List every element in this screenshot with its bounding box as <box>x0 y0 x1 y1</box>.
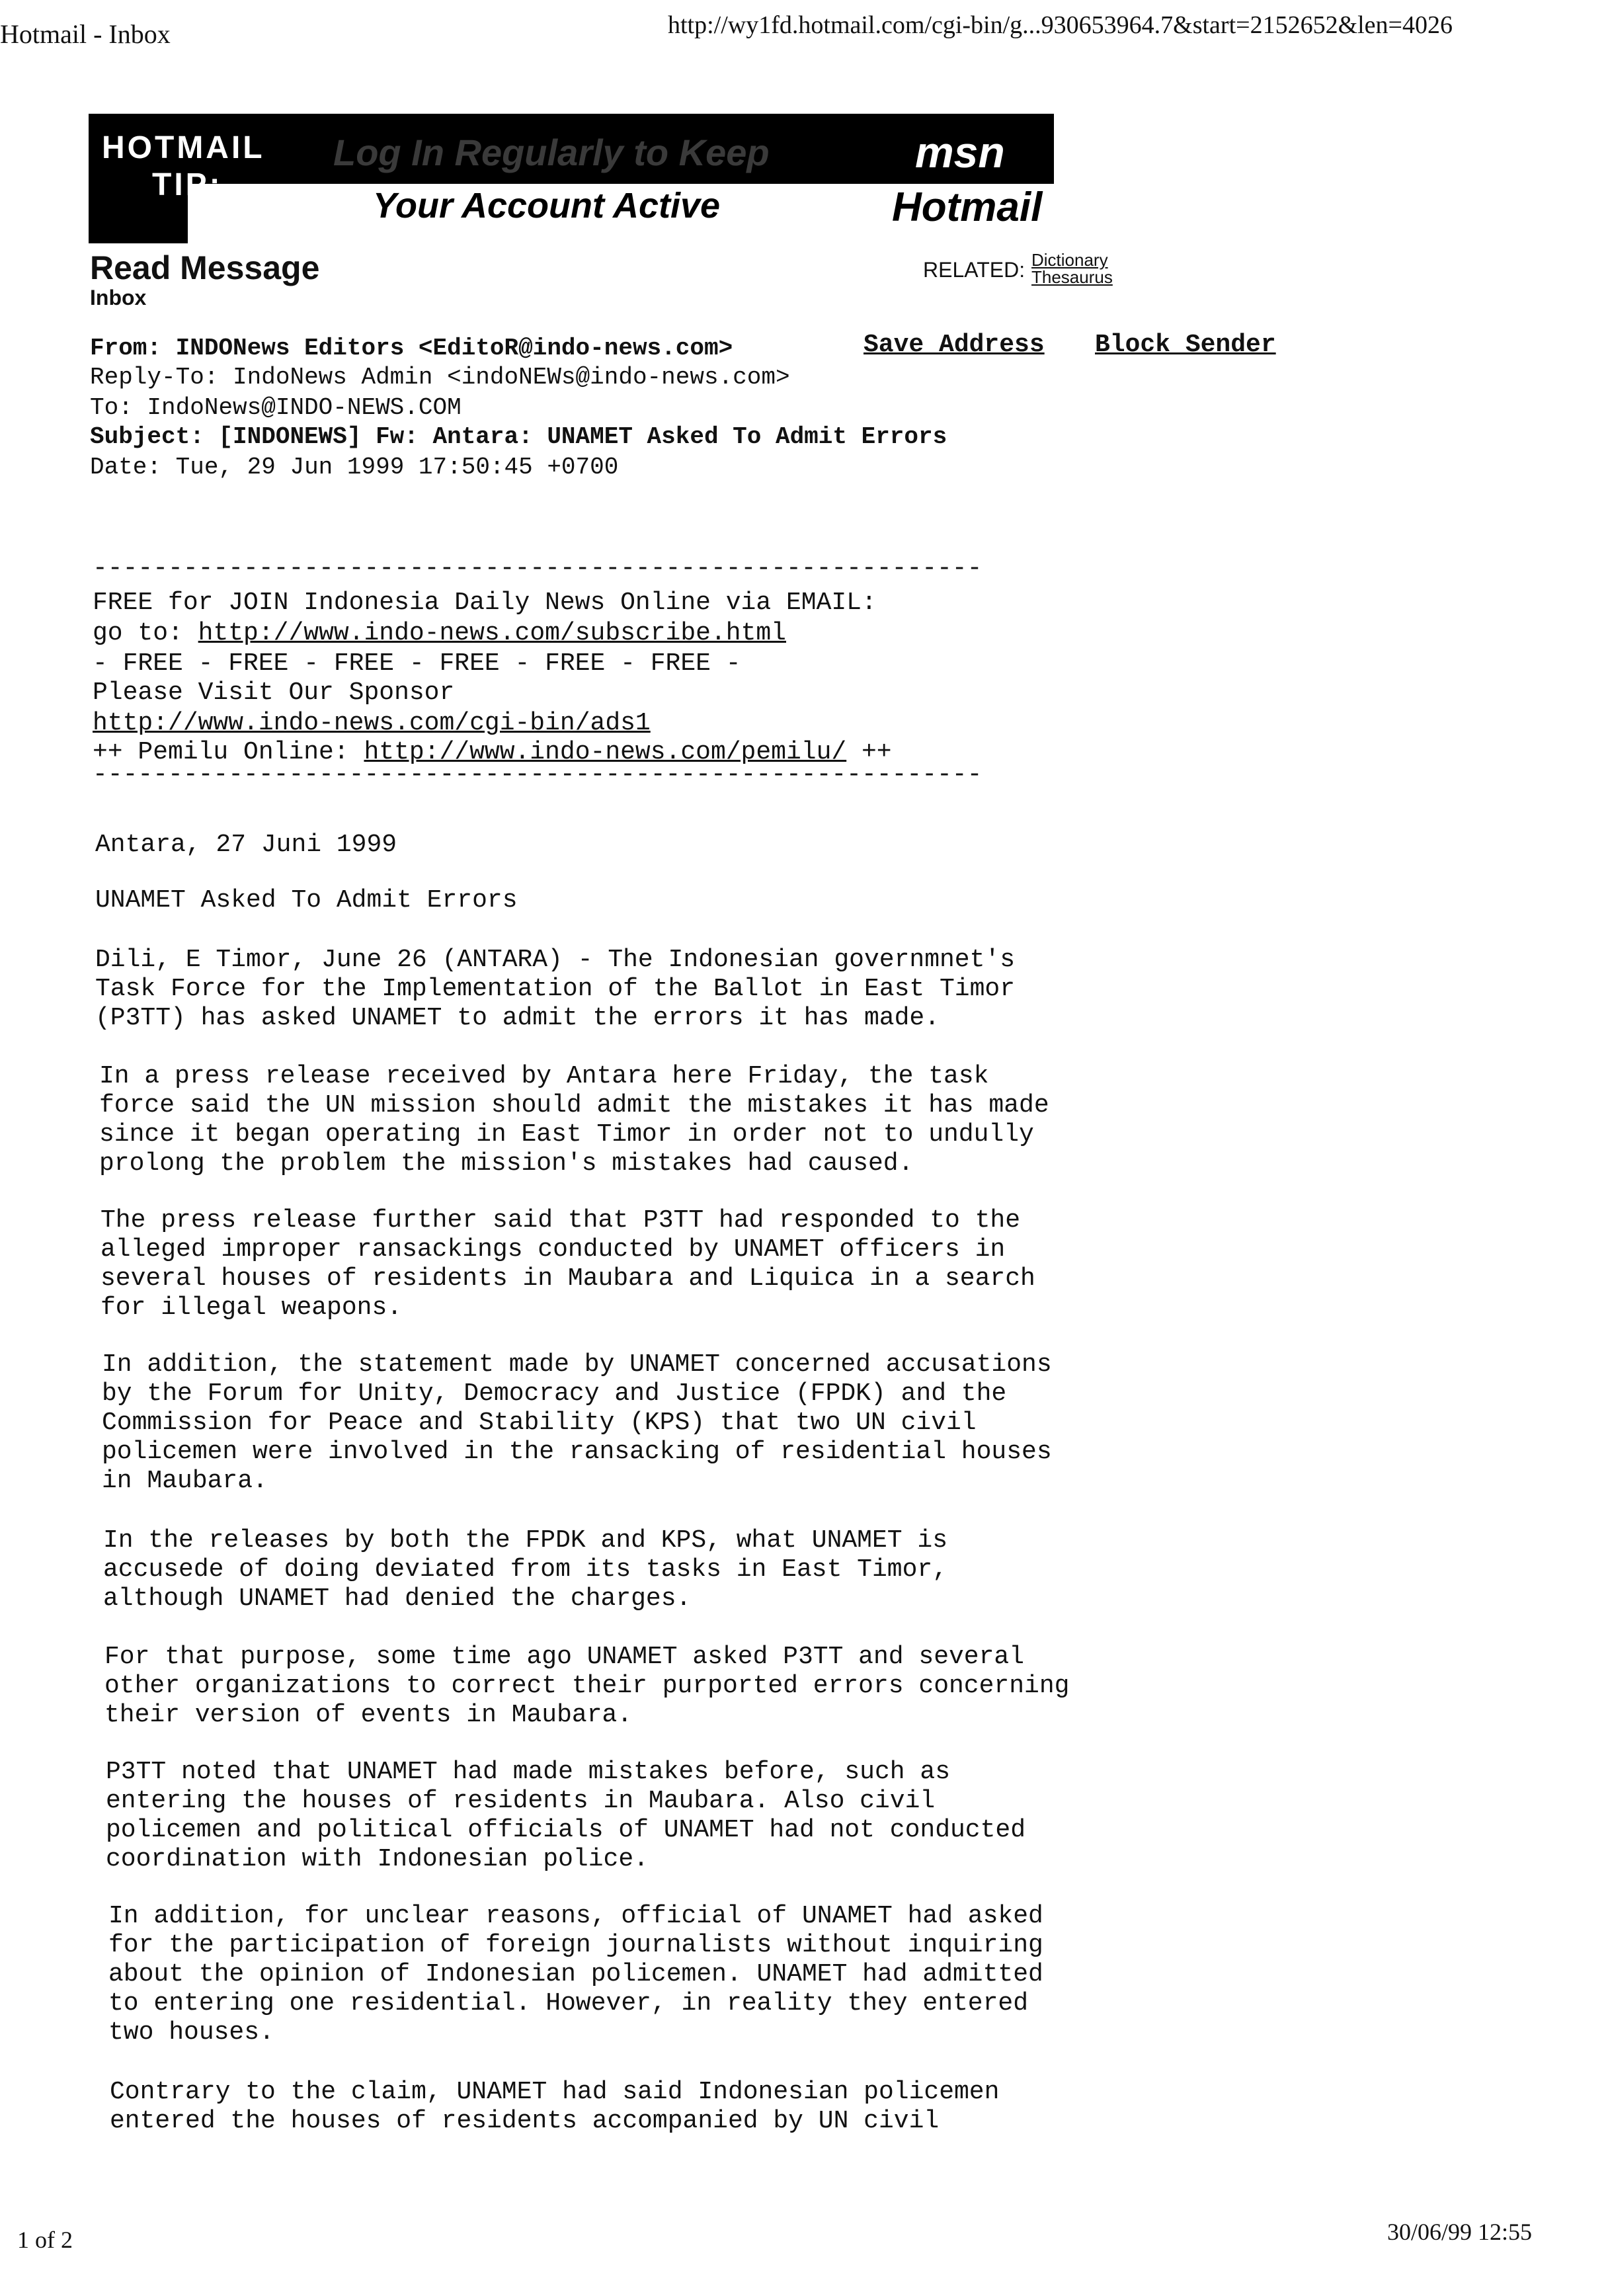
promo-line-2 <box>93 619 786 648</box>
subject-label: Subject: <box>90 423 204 450</box>
paragraph-line: in Maubara. <box>102 1467 268 1495</box>
article-paragraph <box>99 1062 1049 1178</box>
subscribe-link[interactable]: http://www.indo-news.com/subscribe.html <box>198 619 786 647</box>
related-label: RELATED: <box>923 258 1025 282</box>
paragraph-line: since it began operating in East Timor in order not to undully <box>99 1120 1034 1149</box>
paragraph-line: for the participation of foreign journalists without inquiring <box>108 1931 1043 1959</box>
paragraph-line: to entering one residential. However, in reality they entered <box>108 1989 1029 2018</box>
promo-line-1: FREE for JOIN Indonesia Daily News Online via EMAIL: <box>93 589 877 617</box>
msn-logo: msn <box>915 128 1005 177</box>
tip-label-line1: HOTMAIL <box>102 130 265 165</box>
paragraph-line: Contrary to the claim, UNAMET had said Indonesian policemen <box>110 2078 1000 2106</box>
folder-label: Inbox <box>90 286 147 309</box>
promo-separator-top: ----------------------------------------------------------- <box>93 554 983 583</box>
article-paragraph <box>102 1350 1052 1496</box>
paragraph-line: Commission for Peace and Stability (KPS) that two UN civil <box>102 1409 977 1437</box>
paragraph-line: In a press release received by Antara here Friday, the task <box>99 1062 989 1090</box>
dictionary-link[interactable]: Dictionary <box>1031 250 1108 270</box>
article-headline: UNAMET Asked To Admit Errors <box>95 886 518 915</box>
paragraph-line: other organizations to correct their purported errors concerning <box>104 1672 1070 1700</box>
print-page-title: Hotmail - Inbox <box>0 19 171 49</box>
pemilu-prefix: ++ Pemilu Online: <box>93 738 364 766</box>
article-paragraph <box>103 1526 947 1614</box>
page-title: Read Message <box>90 249 320 286</box>
paragraph-line: prolong the problem the mission's mistakes had caused. <box>99 1149 914 1178</box>
subject-header <box>90 423 947 450</box>
paragraph-line: about the opinion of Indonesian policemen. UNAMET had admitted <box>108 1960 1043 1988</box>
date-header <box>90 454 618 481</box>
tip-message-line2: Your Account Active <box>373 186 721 226</box>
print-url: http://wy1fd.hotmail.com/cgi-bin/g...930653964.7&start=2152652&len=4026 <box>668 11 1453 39</box>
to-header <box>90 394 462 421</box>
print-timestamp: 30/06/99 12:55 <box>1387 2219 1533 2245</box>
paragraph-line: by the Forum for Unity, Democracy and Justice (FPDK) and the <box>102 1379 1007 1408</box>
article-paragraph <box>106 1758 1025 1874</box>
date-label: Date: <box>90 454 162 481</box>
from-value: INDONews Editors <EditoR@indo-news.com> <box>175 335 733 362</box>
paragraph-line: their version of events in Maubara. <box>104 1701 633 1729</box>
promo-line-5 <box>93 709 651 738</box>
paragraph-line: In addition, the statement made by UNAMET concerned accusations <box>102 1350 1052 1379</box>
paragraph-line: In the releases by both the FPDK and KPS, what UNAMET is <box>103 1526 948 1555</box>
paragraph-line: Dili, E Timor, June 26 (ANTARA) - The Indonesian governmnet's <box>95 946 1016 974</box>
paragraph-line: P3TT noted that UNAMET had made mistakes before, such as <box>106 1758 951 1786</box>
paragraph-line: For that purpose, some time ago UNAMET asked P3TT and several <box>104 1643 1025 1671</box>
block-sender-button[interactable]: Block Sender <box>1095 331 1276 359</box>
paragraph-line: several houses of residents in Maubara and Liquica in a search <box>100 1264 1035 1293</box>
hotmail-tip-banner[interactable] <box>89 114 1054 243</box>
paragraph-line: although UNAMET had denied the charges. <box>103 1584 692 1613</box>
paragraph-line: policemen and political officials of UNAMET had not conducted <box>106 1816 1026 1844</box>
reply-to-header <box>90 364 790 391</box>
article-paragraph <box>108 1902 1043 2047</box>
thesaurus-link[interactable]: Thesaurus <box>1031 267 1113 287</box>
reply-to-label: Reply-To: <box>90 364 219 391</box>
subject-value: [INDONEWS] Fw: Antara: UNAMET Asked To Admit Errors <box>218 423 947 450</box>
paragraph-line: coordination with Indonesian police. <box>106 1845 649 1873</box>
to-value: IndoNews@INDO-NEWS.COM <box>147 394 462 421</box>
pemilu-link[interactable]: http://www.indo-news.com/pemilu/ <box>364 738 847 766</box>
article-dateline: Antara, 27 Juni 1999 <box>95 831 397 859</box>
promo-line-3: - FREE - FREE - FREE - FREE - FREE - FREE - <box>93 649 741 678</box>
promo-goto-label: go to: <box>93 619 198 647</box>
promo-separator-bottom: ----------------------------------------------------------- <box>93 760 983 789</box>
tip-message-line1: Log In Regularly to Keep <box>333 132 770 173</box>
paragraph-line: for illegal weapons. <box>100 1293 403 1322</box>
paragraph-line: In addition, for unclear reasons, official of UNAMET had asked <box>108 1902 1043 1930</box>
paragraph-line: policemen were involved in the ransacking of residential houses <box>102 1438 1052 1466</box>
tip-label <box>102 130 265 204</box>
article-paragraph <box>95 946 1015 1033</box>
pemilu-suffix: ++ <box>846 738 892 766</box>
paragraph-line: alleged improper ransackings conducted by UNAMET officers in <box>100 1235 1006 1264</box>
paragraph-line: Task Force for the Implementation of the Ballot in East Timor <box>95 975 1016 1003</box>
paragraph-line: accusede of doing deviated from its tasks in East Timor, <box>103 1555 948 1584</box>
promo-line-4: Please Visit Our Sponsor <box>93 678 455 707</box>
article-paragraph <box>104 1643 1069 1730</box>
tip-label-line2: TIP: <box>152 167 223 202</box>
hotmail-logo: Hotmail <box>892 184 1043 230</box>
sponsor-link[interactable]: http://www.indo-news.com/cgi-bin/ads1 <box>93 709 651 737</box>
from-label: From: <box>90 335 162 362</box>
paragraph-line: two houses. <box>108 2018 274 2047</box>
from-header <box>90 335 733 362</box>
article-paragraph <box>100 1206 1035 1323</box>
paragraph-line: entered the houses of residents accompanied by UN civil <box>110 2107 940 2135</box>
paragraph-line: The press release further said that P3TT had responded to the <box>100 1206 1021 1235</box>
to-label: To: <box>90 394 133 421</box>
paragraph-line: (P3TT) has asked UNAMET to admit the errors it has made. <box>95 1004 940 1032</box>
print-page-number: 1 of 2 <box>17 2227 73 2253</box>
save-address-button[interactable]: Save Address <box>864 331 1045 359</box>
paragraph-line: entering the houses of residents in Maubara. Also civil <box>106 1787 936 1815</box>
date-value: Tue, 29 Jun 1999 17:50:45 +0700 <box>175 454 619 481</box>
reply-to-value: IndoNews Admin <indoNEWs@indo-news.com> <box>233 364 790 391</box>
article-paragraph <box>110 2078 999 2136</box>
paragraph-line: force said the UN mission should admit the mistakes it has made <box>99 1091 1049 1120</box>
